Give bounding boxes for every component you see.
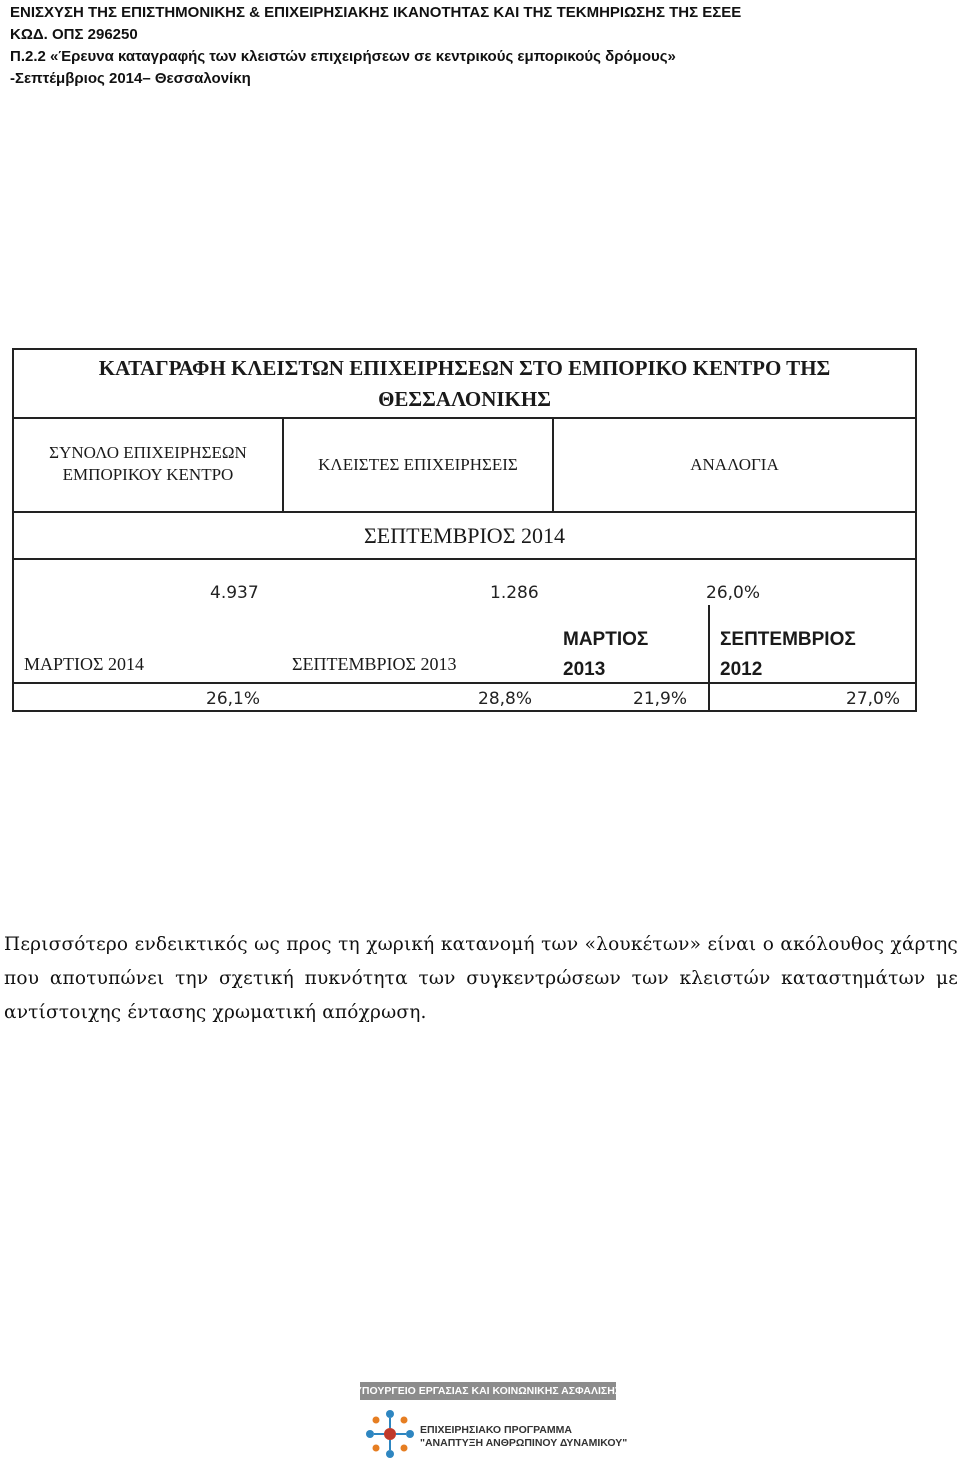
prev-period-label xyxy=(720,625,856,685)
footer-logo xyxy=(354,1382,628,1462)
body-paragraph: Περισσότερο ενδεικτικός ως προς τη χωρική κατανομή των «λουκέτων» είναι ο ακόλουθος χάρτης που αποτυπώνει την σχετική πυκνότητα των συγκεντρώσεων των κλειστών καταστημάτων με αντίστοιχης έντασης χρωματική απόχρωση. xyxy=(4,934,958,1023)
prev-period-value: 27,0% xyxy=(846,689,901,709)
col-total-header-line1: ΣΥΝΟΛΟ ΕΠΙΧΕΙΡΗΣΕΩΝ xyxy=(49,443,247,462)
prev-period-label: ΜΑΡΤΙΟΣ 2014 xyxy=(24,654,144,674)
prev-period-value: 26,1% xyxy=(206,689,261,709)
closed-businesses-table xyxy=(12,348,917,712)
program-name-line1: ΕΠΙΧΕΙΡΗΣΙΑΚΟ ΠΡΟΓΡΑΜΜΑ xyxy=(420,1424,572,1436)
document-header xyxy=(10,2,741,90)
prev-period-label-line2: 2013 xyxy=(563,659,606,680)
prev-period-value: 28,8% xyxy=(478,689,533,709)
header-line-4: -Σεπτέμβριος 2014– Θεσσαλονίκη xyxy=(10,70,251,87)
prev-period-label xyxy=(563,625,648,685)
period-label: ΣΕΠΤΕΜΒΡΙΟΣ 2014 xyxy=(364,523,565,548)
prev-period-value: 21,9% xyxy=(633,689,688,709)
col-closed-header: ΚΛΕΙΣΤΕΣ ΕΠΙΧΕΙΡΗΣΕΙΣ xyxy=(318,455,518,474)
program-name xyxy=(420,1424,627,1450)
program-name-line2: "ΑΝΑΠΤΥΞΗ ΑΝΘΡΩΠΙΝΟΥ ΔΥΝΑΜΙΚΟΥ" xyxy=(420,1437,628,1449)
header-line-3: Π.2.2 «Έρευνα καταγραφής των κλειστών επιχειρήσεων σε κεντρικούς εμπορικούς δρόμους» xyxy=(10,48,676,65)
closed-value: 1.286 xyxy=(490,583,539,603)
table-divider xyxy=(708,605,710,710)
total-value: 4.937 xyxy=(210,583,259,603)
header-line-2: ΚΩΔ. ΟΠΣ 296250 xyxy=(10,26,138,43)
prev-period-label-line1: ΣΕΠΤΕΜΒΡΙΟΣ xyxy=(720,629,856,650)
ratio-value: 26,0% xyxy=(706,583,761,603)
ministry-banner: ΥΠΟΥΡΓΕΙΟ ΕΡΓΑΣΙΑΣ ΚΑΙ ΚΟΙΝΩΝΙΚΗΣ ΑΣΦΑΛΙΣΗΣ xyxy=(360,1382,616,1400)
col-total-header xyxy=(14,442,282,486)
program-emblem-icon xyxy=(360,1402,420,1464)
prev-period-label: ΣΕΠΤΕΜΒΡΙΟΣ 2013 xyxy=(292,654,457,674)
header-line-1: ΕΝΙΣΧΥΣΗ ΤΗΣ ΕΠΙΣΤΗΜΟΝΙΚΗΣ & ΕΠΙΧΕΙΡΗΣΙΑΚΗΣ ΙΚΑΝΟΤΗΤΑΣ ΚΑΙ ΤΗΣ ΤΕΚΜΗΡΙΩΣΗΣ ΤΗΣ ΕΣΕΕ xyxy=(10,4,742,21)
prev-period-label-line1: ΜΑΡΤΙΟΣ xyxy=(563,629,649,650)
prev-period-label-line2: 2012 xyxy=(720,659,763,680)
col-ratio-header: ΑΝΑΛΟΓΙΑ xyxy=(690,455,779,474)
table-title: ΚΑΤΑΓΡΑΦΗ ΚΛΕΙΣΤΩΝ ΕΠΙΧΕΙΡΗΣΕΩΝ ΣΤΟ ΕΜΠΟΡΙΚΟ ΚΕΝΤΡΟ ΤΗΣ ΘΕΣΣΑΛΟΝΙΚΗΣ xyxy=(98,356,831,411)
col-total-header-line2: ΕΜΠΟΡΙΚΟΥ ΚΕΝΤΡΟ xyxy=(62,465,234,484)
